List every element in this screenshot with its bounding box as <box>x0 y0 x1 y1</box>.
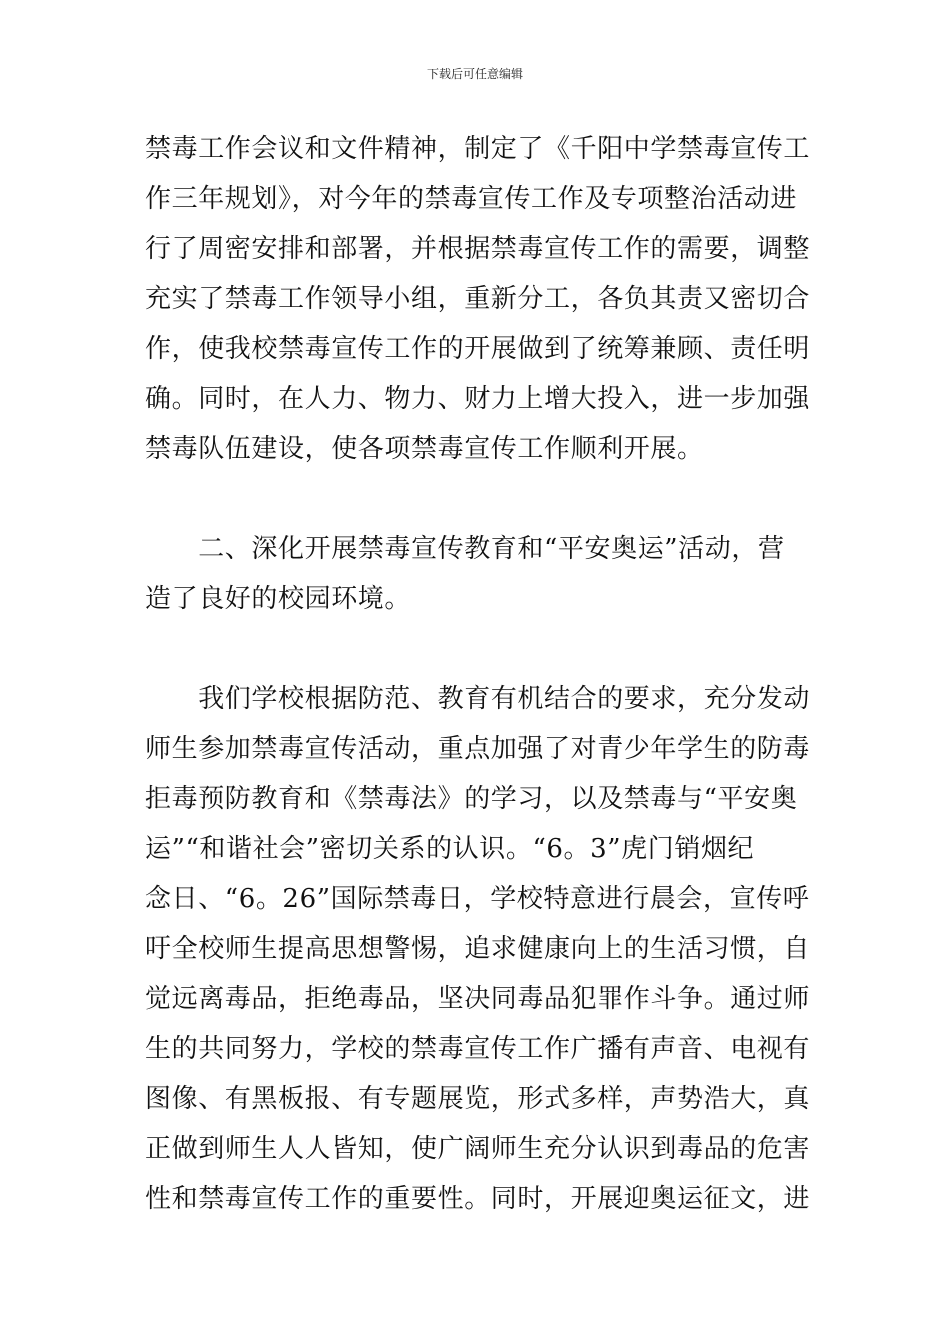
section-heading-line: 造了良好的校园环境。 <box>145 584 412 614</box>
text-line: 确。同时，在人力、物力、财力上增大投入，进一步加强 <box>145 384 811 414</box>
text-line: 作，使我校禁毒宣传工作的开展做到了统筹兼顾、责任明 <box>145 334 811 364</box>
text-line: 念日、“6。26”国际禁毒日，学校特意进行晨会，宣传呼 <box>145 884 810 914</box>
text-line: 我们学校根据防范、教育有机结合的要求，充分发动 <box>145 684 811 714</box>
text-line: 禁毒工作会议和文件精神，制定了《千阳中学禁毒宣传工 <box>145 134 811 164</box>
text-line: 性和禁毒宣传工作的重要性。同时，开展迎奥运征文，进 <box>145 1184 811 1214</box>
text-line: 运”“和谐社会”密切关系的认识。“6。3”虎门销烟纪 <box>145 834 755 864</box>
text-line: 图像、有黑板报、有专题展览，形式多样，声势浩大，真 <box>145 1084 811 1114</box>
text-line: 师生参加禁毒宣传活动，重点加强了对青少年学生的防毒 <box>145 734 811 764</box>
section-heading-line: 二、深化开展禁毒宣传教育和“平安奥运”活动，营 <box>145 534 785 564</box>
text-line: 生的共同努力，学校的禁毒宣传工作广播有声音、电视有 <box>145 1034 811 1064</box>
text-line: 行了周密安排和部署，并根据禁毒宣传工作的需要，调整 <box>145 234 811 264</box>
text-line: 觉远离毒品，拒绝毒品，坚决同毒品犯罪作斗争。通过师 <box>145 984 811 1014</box>
text-line: 吁全校师生提高思想警惕，追求健康向上的生活习惯，自 <box>145 934 811 964</box>
text-line: 正做到师生人人皆知，使广阔师生充分认识到毒品的危害 <box>145 1134 811 1164</box>
text-line: 禁毒队伍建设，使各项禁毒宣传工作顺利开展。 <box>145 434 704 464</box>
text-line: 充实了禁毒工作领导小组，重新分工，各负其责又密切合 <box>145 284 811 314</box>
page-header-note: 下载后可任意编辑 <box>426 67 523 81</box>
text-line: 作三年规划》，对今年的禁毒宣传工作及专项整治活动进 <box>145 184 798 214</box>
text-line: 拒毒预防教育和《禁毒法》的学习，以及禁毒与“平安奥 <box>145 784 798 814</box>
